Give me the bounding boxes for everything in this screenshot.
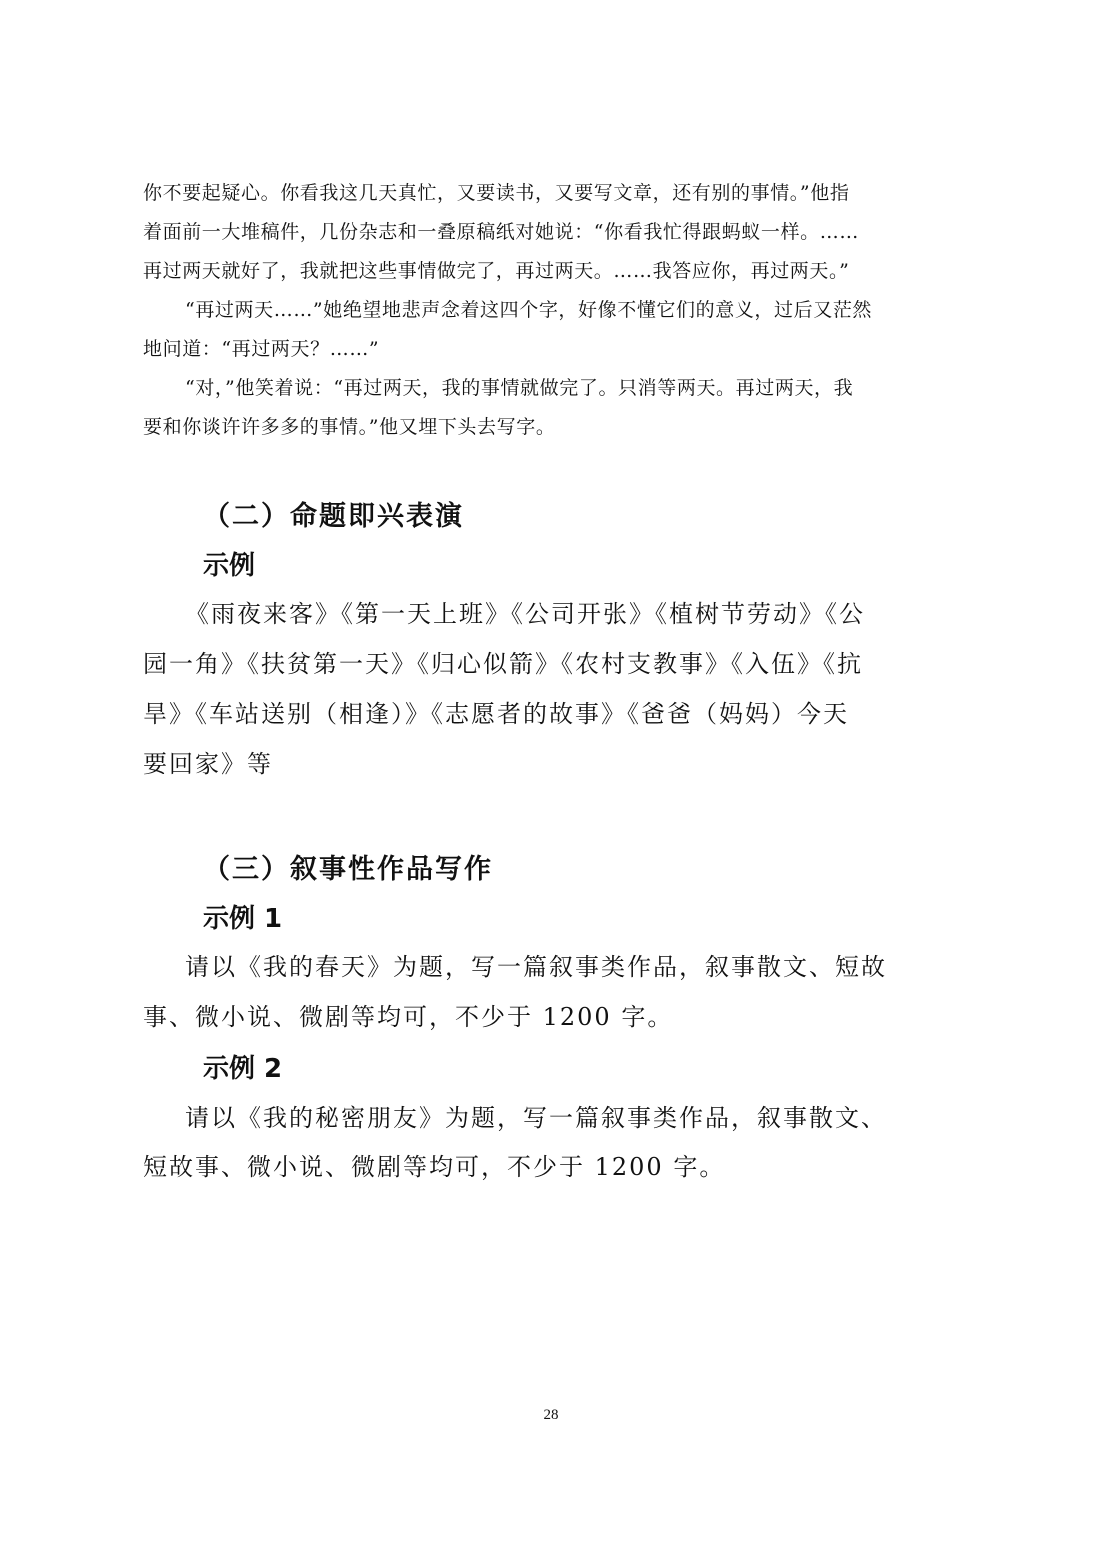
example-text-line: 《雨夜来客》《第一天上班》《公司开张》《植树节劳动》《公 (185, 600, 865, 628)
page-number: 28 (543, 1407, 559, 1423)
example-text-line: 请以《我的春天》为题，写一篇叙事类作品，叙事散文、短故 (185, 953, 887, 981)
example-text-line: 旱》《车站送别（相逢）》《志愿者的故事》《爸爸（妈妈）今天 (143, 700, 849, 728)
excerpt-line: 地问道：“再过两天？……” (143, 338, 380, 360)
excerpt-line: “对，”他笑着说：“再过两天，我的事情就做完了。只消等两天。再过两天，我 (185, 377, 854, 399)
excerpt-line: 你不要起疑心。你看我这几天真忙，又要读书，又要写文章，还有别的事情。”他指 (143, 182, 850, 204)
example-text-line: 要回家》等 (143, 750, 273, 778)
excerpt-line: 着面前一大堆稿件，几份杂志和一叠原稿纸对她说：“你看我忙得跟蚂蚁一样。…… (143, 221, 859, 243)
excerpt-line: “再过两天……”她绝望地悲声念着这四个字，好像不懂它们的意义，过后又茫然 (185, 299, 873, 321)
example-text-line: 事、微小说、微剧等均可，不少于 1200 字。 (143, 1003, 674, 1031)
example-text-line: 园一角》《扶贫第一天》《归心似箭》《农村支教事》《入伍》《抗 (143, 650, 863, 678)
section-heading-narrative: （三）叙事性作品写作 (203, 854, 493, 885)
example-label: 示例 1 (203, 904, 283, 934)
excerpt-line: 要和你谈许许多多的事情。”他又埋下头去写字。 (143, 416, 556, 438)
section-heading-improv: （二）命题即兴表演 (203, 501, 464, 532)
excerpt-line: 再过两天就好了，我就把这些事情做完了，再过两天。……我答应你，再过两天。” (143, 260, 850, 282)
example-label: 示例 2 (203, 1054, 283, 1084)
example-label: 示例 (203, 551, 256, 581)
example-text-line: 请以《我的秘密朋友》为题，写一篇叙事类作品，叙事散文、 (185, 1104, 887, 1132)
example-text-line: 短故事、微小说、微剧等均可，不少于 1200 字。 (143, 1153, 726, 1181)
